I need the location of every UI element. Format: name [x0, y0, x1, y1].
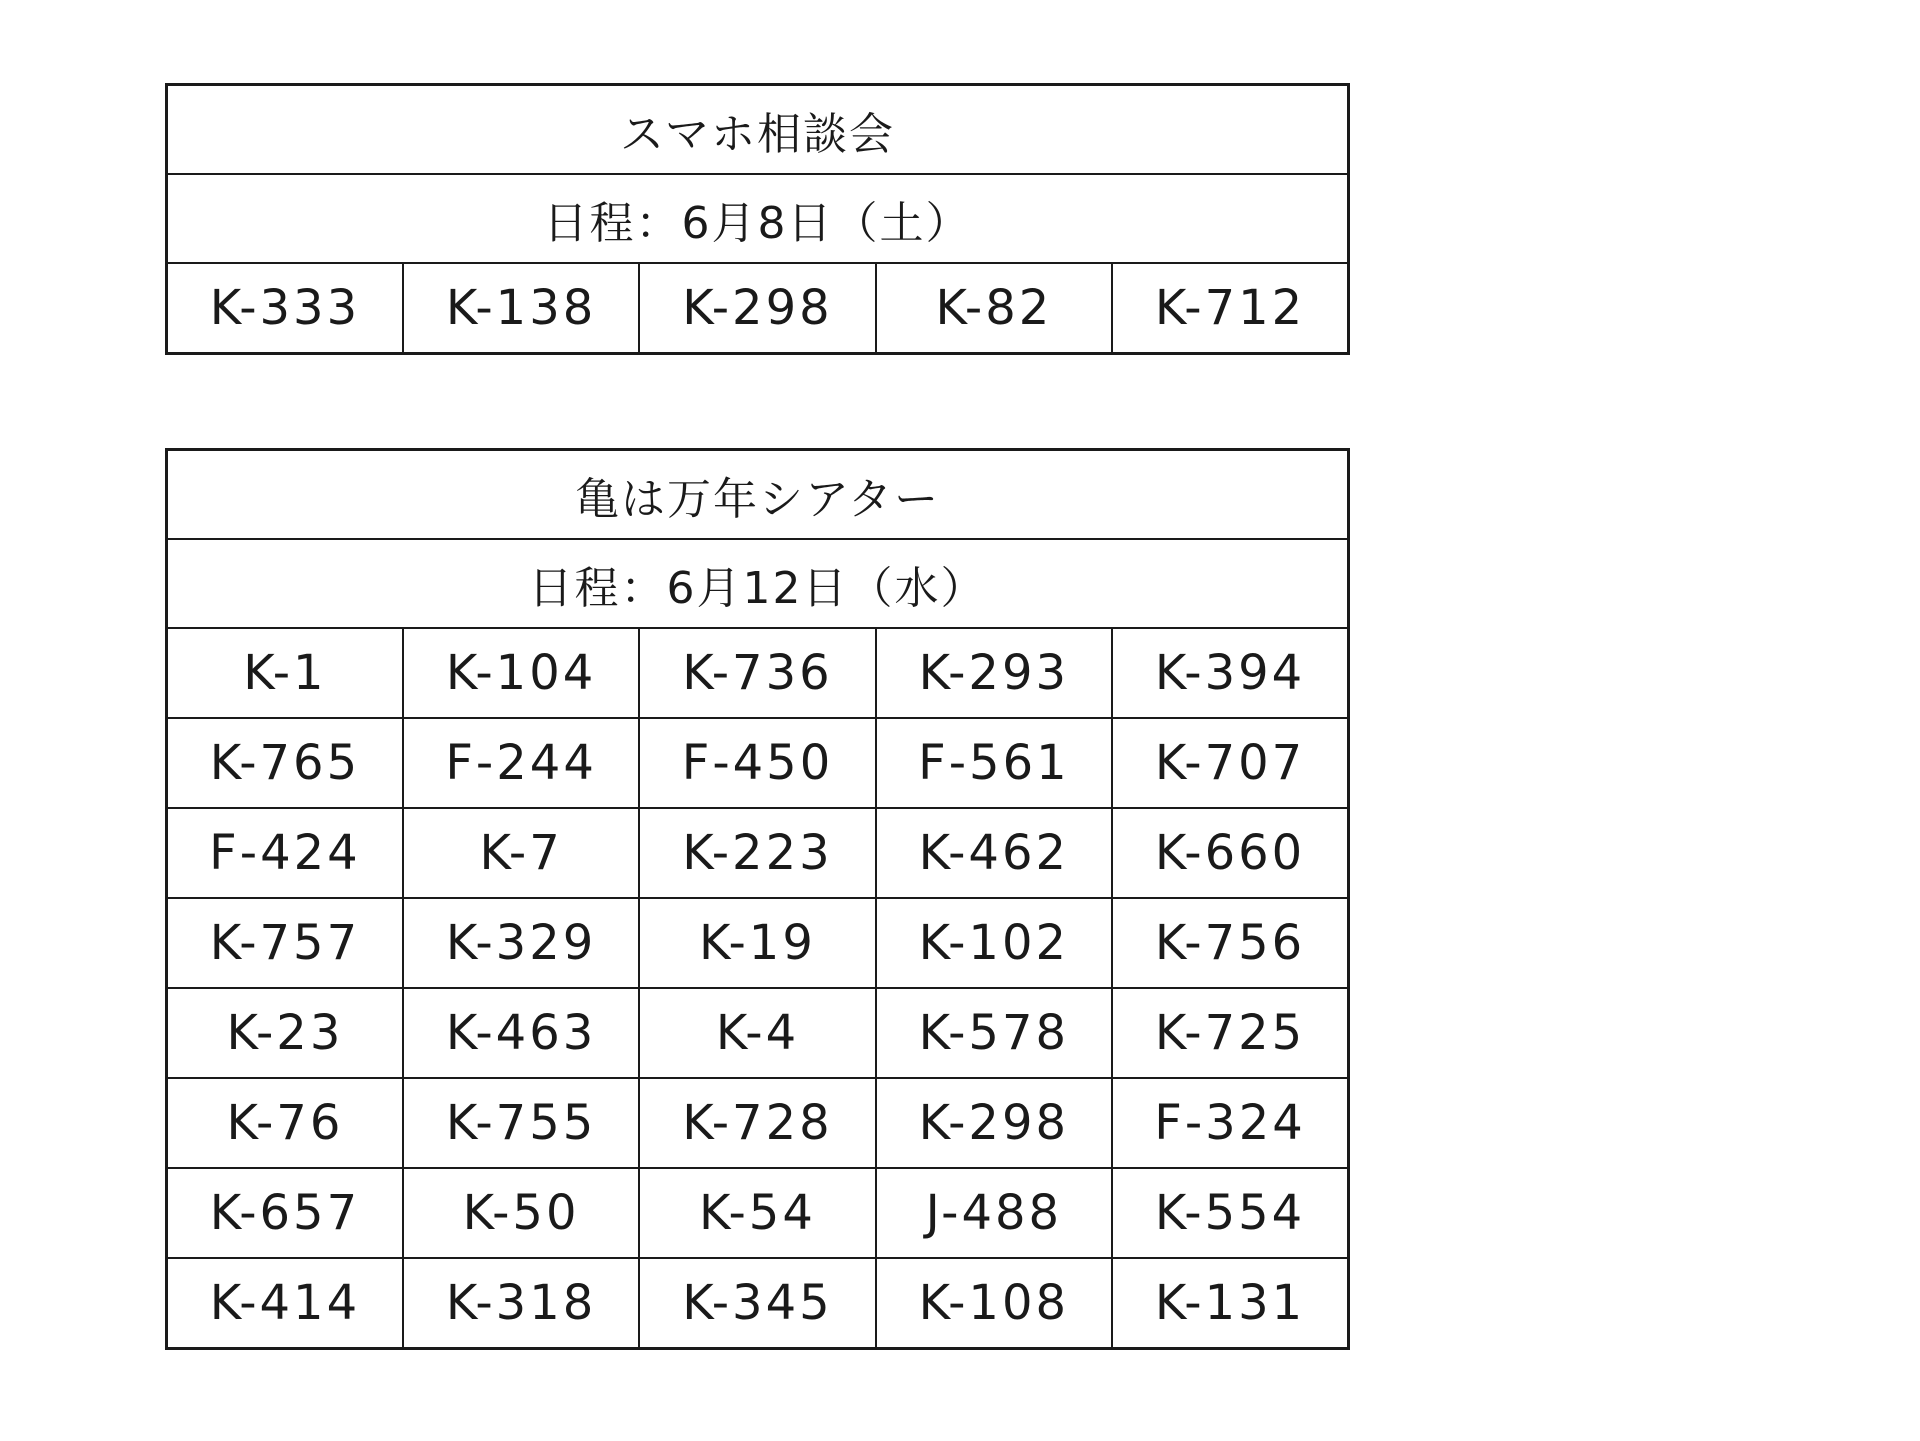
code-cell: K-728 — [639, 1078, 875, 1168]
code-cell: K-54 — [639, 1168, 875, 1258]
code-cell: K-329 — [403, 898, 639, 988]
code-cell: K-345 — [639, 1258, 875, 1349]
table-row — [167, 898, 1349, 988]
code-cell: K-138 — [403, 263, 639, 354]
code-cell: K-108 — [876, 1258, 1112, 1349]
code-cell: K-736 — [639, 628, 875, 718]
code-cell: K-755 — [403, 1078, 639, 1168]
code-cell: K-463 — [403, 988, 639, 1078]
code-cell: K-1 — [167, 628, 403, 718]
code-cell: J-488 — [876, 1168, 1112, 1258]
code-cell: F-324 — [1112, 1078, 1348, 1168]
code-cell: K-554 — [1112, 1168, 1348, 1258]
table-row — [167, 808, 1349, 898]
table-body — [167, 450, 1349, 1349]
date-row — [167, 539, 1349, 628]
code-cell: K-578 — [876, 988, 1112, 1078]
code-cell: K-50 — [403, 1168, 639, 1258]
code-cell: F-424 — [167, 808, 403, 898]
code-cell: K-660 — [1112, 808, 1348, 898]
table-date: 日程：6月8日（土） — [167, 174, 1349, 263]
date-row — [167, 174, 1349, 263]
smartphone-consultation-table — [165, 83, 1350, 355]
code-cell: K-725 — [1112, 988, 1348, 1078]
code-cell: K-318 — [403, 1258, 639, 1349]
table-date: 日程：6月12日（水） — [167, 539, 1349, 628]
table-row — [167, 988, 1349, 1078]
code-cell: K-298 — [876, 1078, 1112, 1168]
code-cell: K-293 — [876, 628, 1112, 718]
title-row — [167, 85, 1349, 175]
code-cell: K-82 — [876, 263, 1112, 354]
code-cell: K-4 — [639, 988, 875, 1078]
code-cell: K-333 — [167, 263, 403, 354]
code-cell: K-757 — [167, 898, 403, 988]
code-cell: K-102 — [876, 898, 1112, 988]
code-cell: K-76 — [167, 1078, 403, 1168]
table-body — [167, 85, 1349, 354]
table-row — [167, 628, 1349, 718]
code-cell: K-23 — [167, 988, 403, 1078]
table-row — [167, 263, 1349, 354]
table-row — [167, 1168, 1349, 1258]
code-cell: K-223 — [639, 808, 875, 898]
code-cell: K-756 — [1112, 898, 1348, 988]
code-cell: K-712 — [1112, 263, 1348, 354]
code-cell: K-394 — [1112, 628, 1348, 718]
code-cell: K-657 — [167, 1168, 403, 1258]
code-cell: F-561 — [876, 718, 1112, 808]
code-cell: K-707 — [1112, 718, 1348, 808]
code-cell: K-7 — [403, 808, 639, 898]
table-row — [167, 1078, 1349, 1168]
code-cell: K-104 — [403, 628, 639, 718]
table-title: スマホ相談会 — [167, 85, 1349, 175]
code-cell: K-131 — [1112, 1258, 1348, 1349]
code-cell: K-765 — [167, 718, 403, 808]
code-cell: K-462 — [876, 808, 1112, 898]
table-row — [167, 718, 1349, 808]
title-row — [167, 450, 1349, 540]
table-title: 亀は万年シアター — [167, 450, 1349, 540]
code-cell: K-414 — [167, 1258, 403, 1349]
code-cell: K-19 — [639, 898, 875, 988]
table-row — [167, 1258, 1349, 1349]
code-cell: K-298 — [639, 263, 875, 354]
theater-table — [165, 448, 1350, 1350]
code-cell: F-244 — [403, 718, 639, 808]
code-cell: F-450 — [639, 718, 875, 808]
